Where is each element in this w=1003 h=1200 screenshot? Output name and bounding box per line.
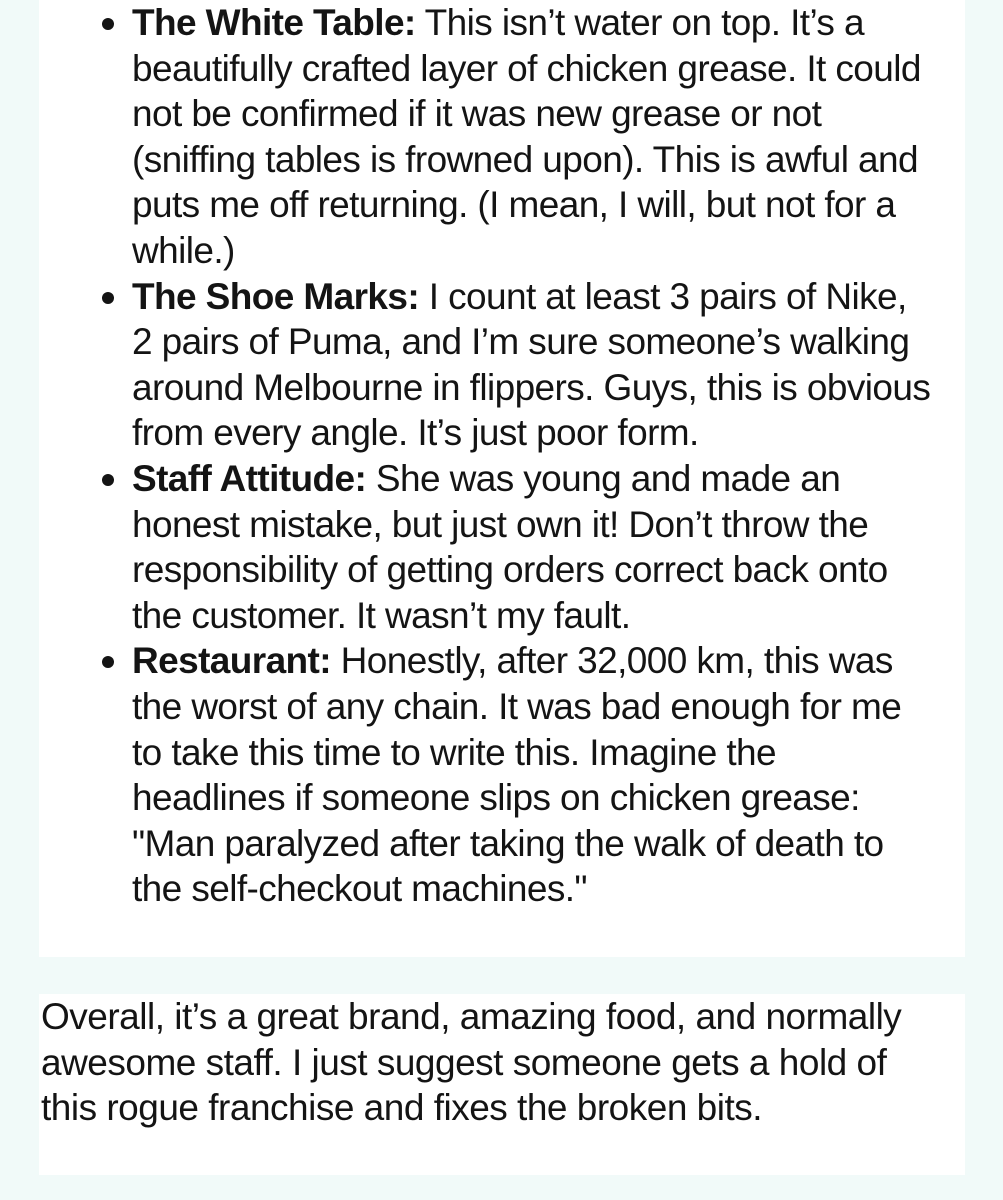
- bullet-text: She was young and made an honest mistake, but just own it! Don’t throw the responsibility of getting orders correct back onto the customer. It wasn’t my fault.: [132, 457, 888, 636]
- review-summary-paragraph: Overall, it’s a great brand, amazing food, and normally awesome staff. I just suggest someone gets a hold of this rogue franchise and fixes the broken bits.: [41, 996, 902, 1129]
- bullet-text: This isn’t water on top. It’s a beautifully crafted layer of chicken grease. It could not be confirmed if it was new grease or not (sniffing tables is frowned upon). This is awful and puts me off returning. (I mean, I will, but not for a while.): [132, 2, 921, 271]
- bullet-term: The Shoe Marks:: [132, 275, 420, 317]
- bullet-text: I count at least 3 pairs of Nike, 2 pairs of Puma, and I’m sure someone’s walking around Melbourne in flippers. Guys, this is obvious from every angle. It’s just poor form.: [132, 275, 931, 454]
- bullet-staff-attitude: [39, 456, 931, 638]
- bullet-dot-icon: [102, 474, 114, 486]
- review-bullet-list: [39, 0, 965, 912]
- bullet-term: The White Table:: [132, 2, 416, 43]
- review-bullets-card: [39, 0, 965, 957]
- bullet-restaurant: [39, 638, 931, 912]
- bullet-white-table: [39, 0, 931, 274]
- bullet-dot-icon: [102, 18, 114, 30]
- bullet-term: Restaurant:: [132, 640, 331, 682]
- bullet-shoe-marks: [39, 274, 931, 456]
- bullet-text: Honestly, after 32,000 km, this was the worst of any chain. It was bad enough for me to take this time to write this. Imagine the headlines if someone slips on chicken grease: "Man paralyzed after taking the walk of death to the self-checkout machines.": [132, 640, 902, 910]
- bullet-dot-icon: [102, 292, 114, 304]
- bullet-term: Staff Attitude:: [132, 457, 367, 499]
- review-summary-card: [39, 994, 965, 1175]
- bullet-dot-icon: [102, 656, 114, 668]
